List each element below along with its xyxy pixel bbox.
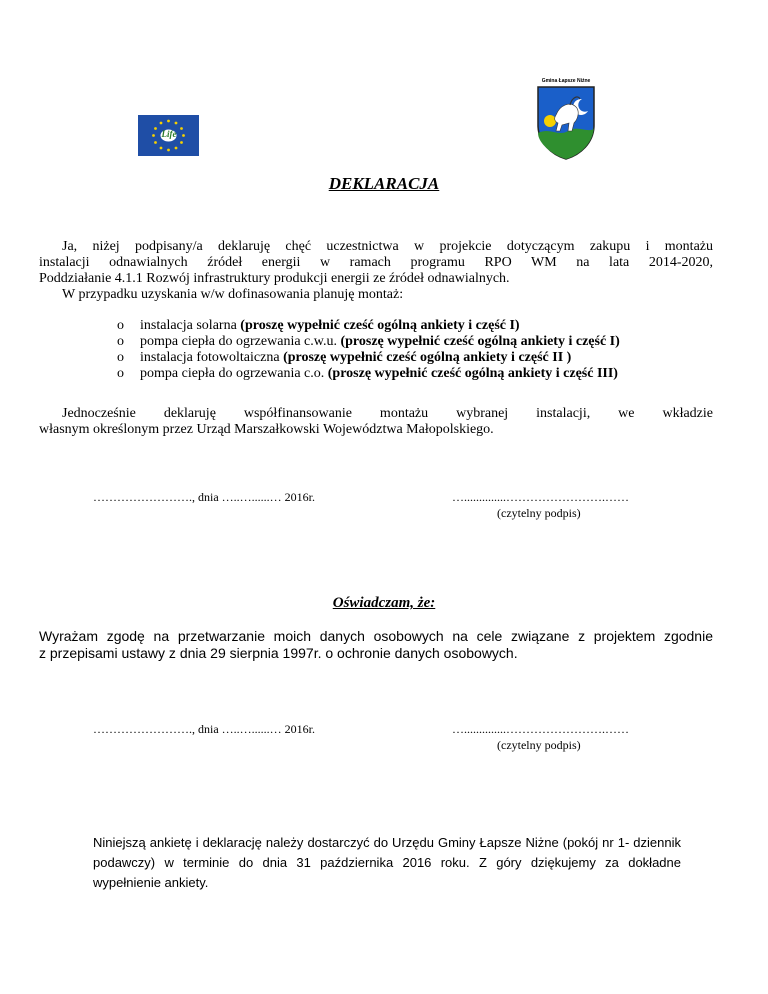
signature-caption-1: (czytelny podpis) bbox=[497, 506, 581, 520]
cofinancing-line-1: Jednocześnie deklaruję współfinansowanie montażu wybranej instalacji, we wkładzie bbox=[62, 406, 713, 421]
date-line-2: ……………………., dnia …..…......… 2016r. bbox=[93, 722, 315, 736]
intro-line-1: Ja, niżej podpisany/a deklaruję chęć uczestnictwa w projekcie dotyczącym zakupu i montażu bbox=[62, 239, 713, 254]
footer-line-1: Niniejszą ankietę i deklarację należy dostarczyć do Urzędu Gminy Łapsze Niżne (pokój nr 1- dziennik bbox=[93, 835, 681, 850]
option-bullet: o bbox=[117, 318, 124, 333]
intro-line-2: instalacji odnawialnych źródeł energii w ramach programu RPO WM na lata 2014-2020, bbox=[39, 255, 713, 270]
eu-logo-text: Life bbox=[161, 129, 177, 139]
option-text: instalacja solarna bbox=[140, 318, 241, 333]
option-text: pompa ciepła do ogrzewania c.o. bbox=[140, 366, 328, 381]
footer-line-3: wypełnienie ankiety. bbox=[93, 875, 209, 890]
signature-line-2: …..............…………………….…… bbox=[452, 722, 629, 736]
option-note: (proszę wypełnić cześć ogólną ankiety i część I) bbox=[240, 318, 520, 333]
option-note: (proszę wypełnić cześć ogólną ankiety i część I) bbox=[340, 334, 620, 349]
declaration-line-2: z przepisami ustawy z dnia 29 sierpnia 1997r. o ochronie danych osobowych. bbox=[39, 645, 518, 661]
declaration-line-1: Wyrażam zgodę na przetwarzanie moich danych osobowych na cele związane z projektem zgodnie bbox=[39, 628, 713, 644]
intro-line-3: Poddziałanie 4.1.1 Rozwój infrastruktury produkcji energii ze źródeł odnawialnych. bbox=[39, 271, 510, 286]
eu-life-logo bbox=[138, 115, 199, 156]
date-line-1: ……………………., dnia …..…......… 2016r. bbox=[93, 490, 315, 504]
option-bullet: o bbox=[117, 350, 124, 365]
option-bullet: o bbox=[117, 334, 124, 349]
cofinancing-line-2: własnym określonym przez Urząd Marszałkowski Województwa Małopolskiego. bbox=[39, 422, 494, 437]
option-text: pompa ciepła do ogrzewania c.w.u. bbox=[140, 334, 341, 349]
option-note: (proszę wypełnić cześć ogólną ankiety i część II ) bbox=[283, 350, 572, 365]
option-bullet: o bbox=[117, 366, 124, 381]
signature-caption-2: (czytelny podpis) bbox=[497, 738, 581, 752]
crest-caption: Gmina Łapsze Niżne bbox=[541, 78, 591, 84]
declaration-title: Oświadczam, że: bbox=[332, 595, 436, 611]
signature-line-1: …..............…………………….…… bbox=[452, 490, 629, 504]
municipality-crest bbox=[530, 78, 602, 160]
page-title: DEKLARACJA bbox=[328, 174, 440, 193]
intro-line-4: W przypadku uzyskania w/w dofinasowania planuję montaż: bbox=[62, 287, 404, 302]
footer-line-2: podawczy) w terminie do dnia 31 października 2016 roku. Z góry dziękujemy za dokładne bbox=[93, 855, 681, 870]
crest-shield-icon bbox=[536, 85, 596, 160]
option-note: (proszę wypełnić cześć ogólną ankiety i część III) bbox=[327, 366, 618, 381]
option-text: instalacja fotowoltaiczna bbox=[140, 350, 284, 365]
